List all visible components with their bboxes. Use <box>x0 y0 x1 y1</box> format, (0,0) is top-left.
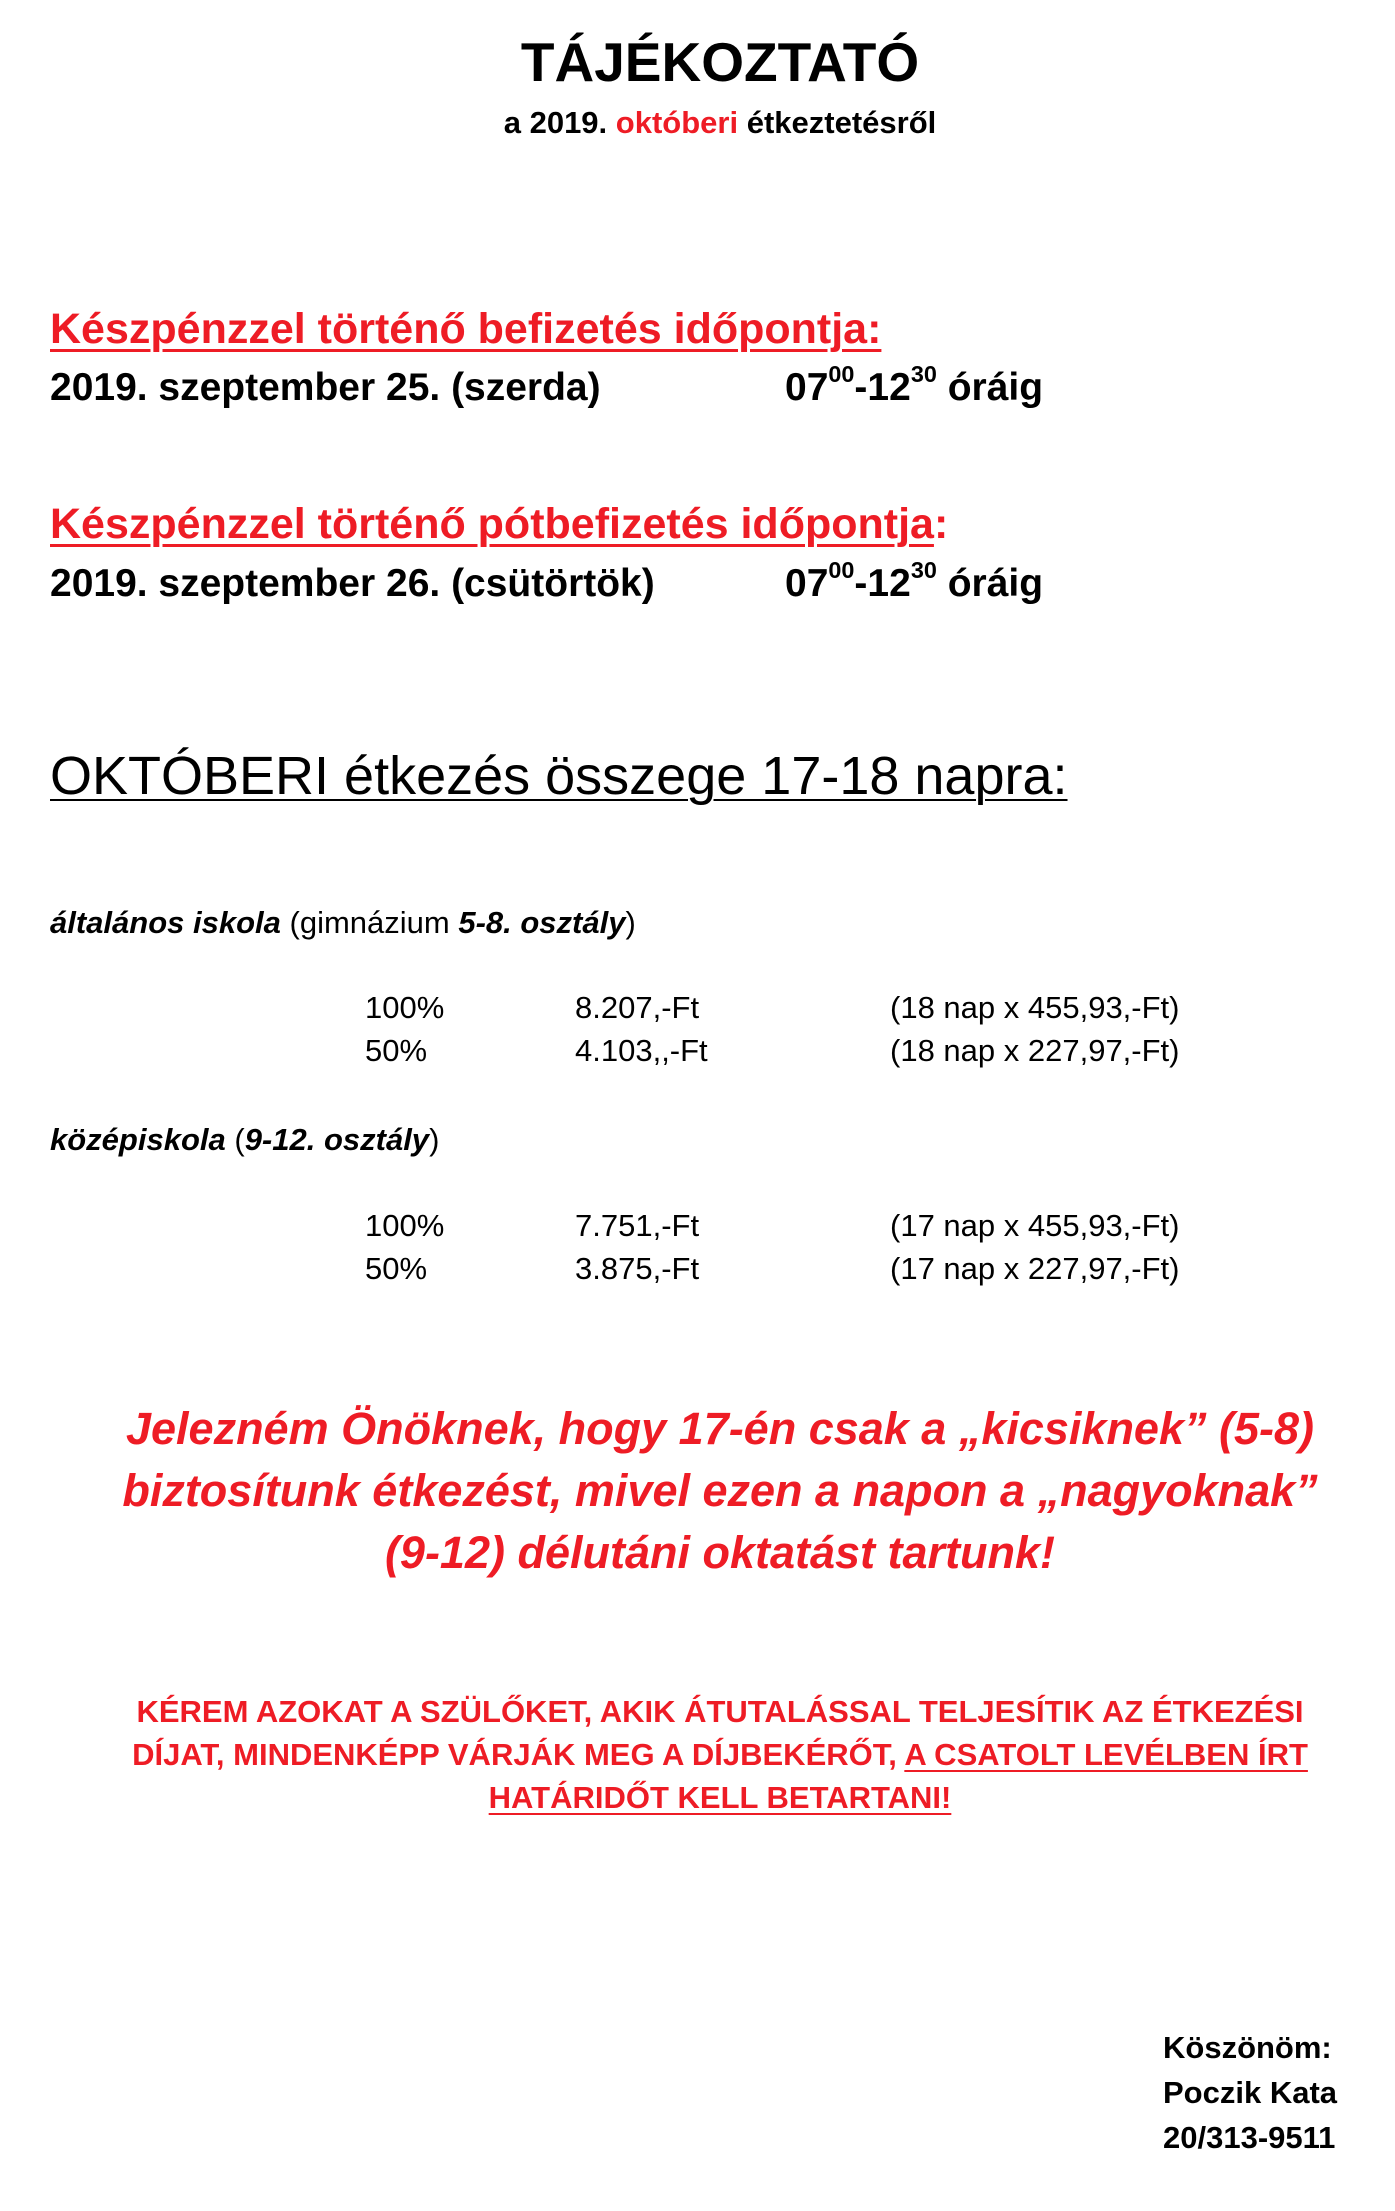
notice-line-1: Jelezném Önöknek, hogy 17-én csak a „kicsiknek” (5-8) <box>125 1403 1315 1454</box>
time-end-hour: 12 <box>867 562 911 605</box>
general-school-heading <box>50 905 636 941</box>
supplementary-payment-time <box>785 557 1044 606</box>
subtitle-prefix: a 2019. <box>503 105 608 140</box>
request-block <box>0 1690 1395 1819</box>
secondary-school-label: középiskola <box>50 1122 226 1157</box>
general-school-grades: 5-8. osztály <box>458 905 626 940</box>
time-dash: - <box>854 366 868 409</box>
general-row-2-pct: 50% <box>365 1033 428 1068</box>
time-end-min: 30 <box>910 361 937 388</box>
time-start-hour: 07 <box>785 562 829 605</box>
general-row-2-calc: (18 nap x 227,97,-Ft) <box>890 1033 1180 1068</box>
general-row-1-amount: 8.207,-Ft <box>575 990 700 1025</box>
request-line-2 <box>0 1733 1395 1776</box>
general-school-open: (gimnázium <box>280 905 459 940</box>
time-start-hour: 07 <box>785 366 829 409</box>
secondary-school-open: ( <box>225 1122 245 1157</box>
secondary-row-1-amount: 7.751,-Ft <box>575 1208 700 1243</box>
notice-line-3: (9-12) délutáni oktatást tartunk! <box>384 1527 1056 1578</box>
signature-name: Poczik Kata <box>1163 2075 1338 2110</box>
secondary-school-heading <box>50 1122 439 1158</box>
page-subtitle <box>0 105 1395 141</box>
notice-line-2: biztosítunk étkezést, mivel ezen a napon a „nagyoknak” <box>122 1465 1318 1516</box>
request-line-1: KÉREM AZOKAT A SZÜLŐKET, AKIK ÁTUTALÁSSAL TELJESÍTIK AZ ÉTKEZÉSI <box>136 1694 1304 1729</box>
general-row-1-calc: (18 nap x 455,93,-Ft) <box>890 990 1180 1025</box>
request-line-3 <box>0 1776 1395 1819</box>
request-line-2-plain: DÍJAT, MINDENKÉPP VÁRJÁK MEG A DÍJBEKÉRŐT, <box>132 1737 905 1772</box>
subtitle-suffix: étkeztetésről <box>746 105 937 140</box>
signature-thanks: Köszönöm: <box>1163 2030 1332 2065</box>
time-start-min: 00 <box>828 557 855 584</box>
secondary-row-2-calc: (17 nap x 227,97,-Ft) <box>890 1251 1180 1286</box>
signature-block <box>1163 2025 1337 2160</box>
request-line-3-underlined: HATÁRIDŐT KELL BETARTANI! <box>488 1780 952 1815</box>
time-end-hour: 12 <box>867 366 911 409</box>
general-school-close: ) <box>625 905 636 940</box>
request-line-2-underlined: A CSATOLT LEVÉLBEN ÍRT <box>904 1737 1308 1772</box>
subtitle-month: októberi <box>615 105 739 140</box>
secondary-row-1-pct: 100% <box>365 1208 445 1243</box>
cash-payment-date: 2019. szeptember 25. (szerda) <box>50 366 601 409</box>
general-row-1-pct: 100% <box>365 990 445 1025</box>
october-meals-heading: OKTÓBERI étkezés összege 17-18 napra: <box>50 746 1068 806</box>
time-suffix: óráig <box>947 366 1044 409</box>
cash-payment-heading: Készpénzzel történő befizetés időpontja: <box>50 305 882 353</box>
secondary-school-close: ) <box>429 1122 440 1157</box>
time-suffix: óráig <box>947 562 1044 605</box>
time-end-min: 30 <box>910 557 937 584</box>
signature-phone: 20/313-9511 <box>1163 2120 1336 2155</box>
supplementary-payment-date: 2019. szeptember 26. (csütörtök) <box>50 562 655 605</box>
time-start-min: 00 <box>828 361 855 388</box>
general-school-label: általános iskola <box>50 905 281 940</box>
supplementary-heading-text: Készpénzzel történő pótbefizetés időpontja <box>50 500 934 548</box>
supplementary-payment-heading <box>50 500 948 549</box>
page-title: TÁJÉKOZTATÓ <box>520 31 920 93</box>
supplementary-heading-colon: : <box>933 500 949 548</box>
notice-block <box>0 1398 1395 1584</box>
secondary-row-2-amount: 3.875,-Ft <box>575 1251 700 1286</box>
general-row-2-amount: 4.103,,-Ft <box>575 1033 708 1068</box>
secondary-row-1-calc: (17 nap x 455,93,-Ft) <box>890 1208 1180 1243</box>
secondary-school-grades: 9-12. osztály <box>244 1122 430 1157</box>
cash-payment-time <box>785 361 1044 410</box>
time-dash: - <box>854 562 868 605</box>
secondary-row-2-pct: 50% <box>365 1251 428 1286</box>
